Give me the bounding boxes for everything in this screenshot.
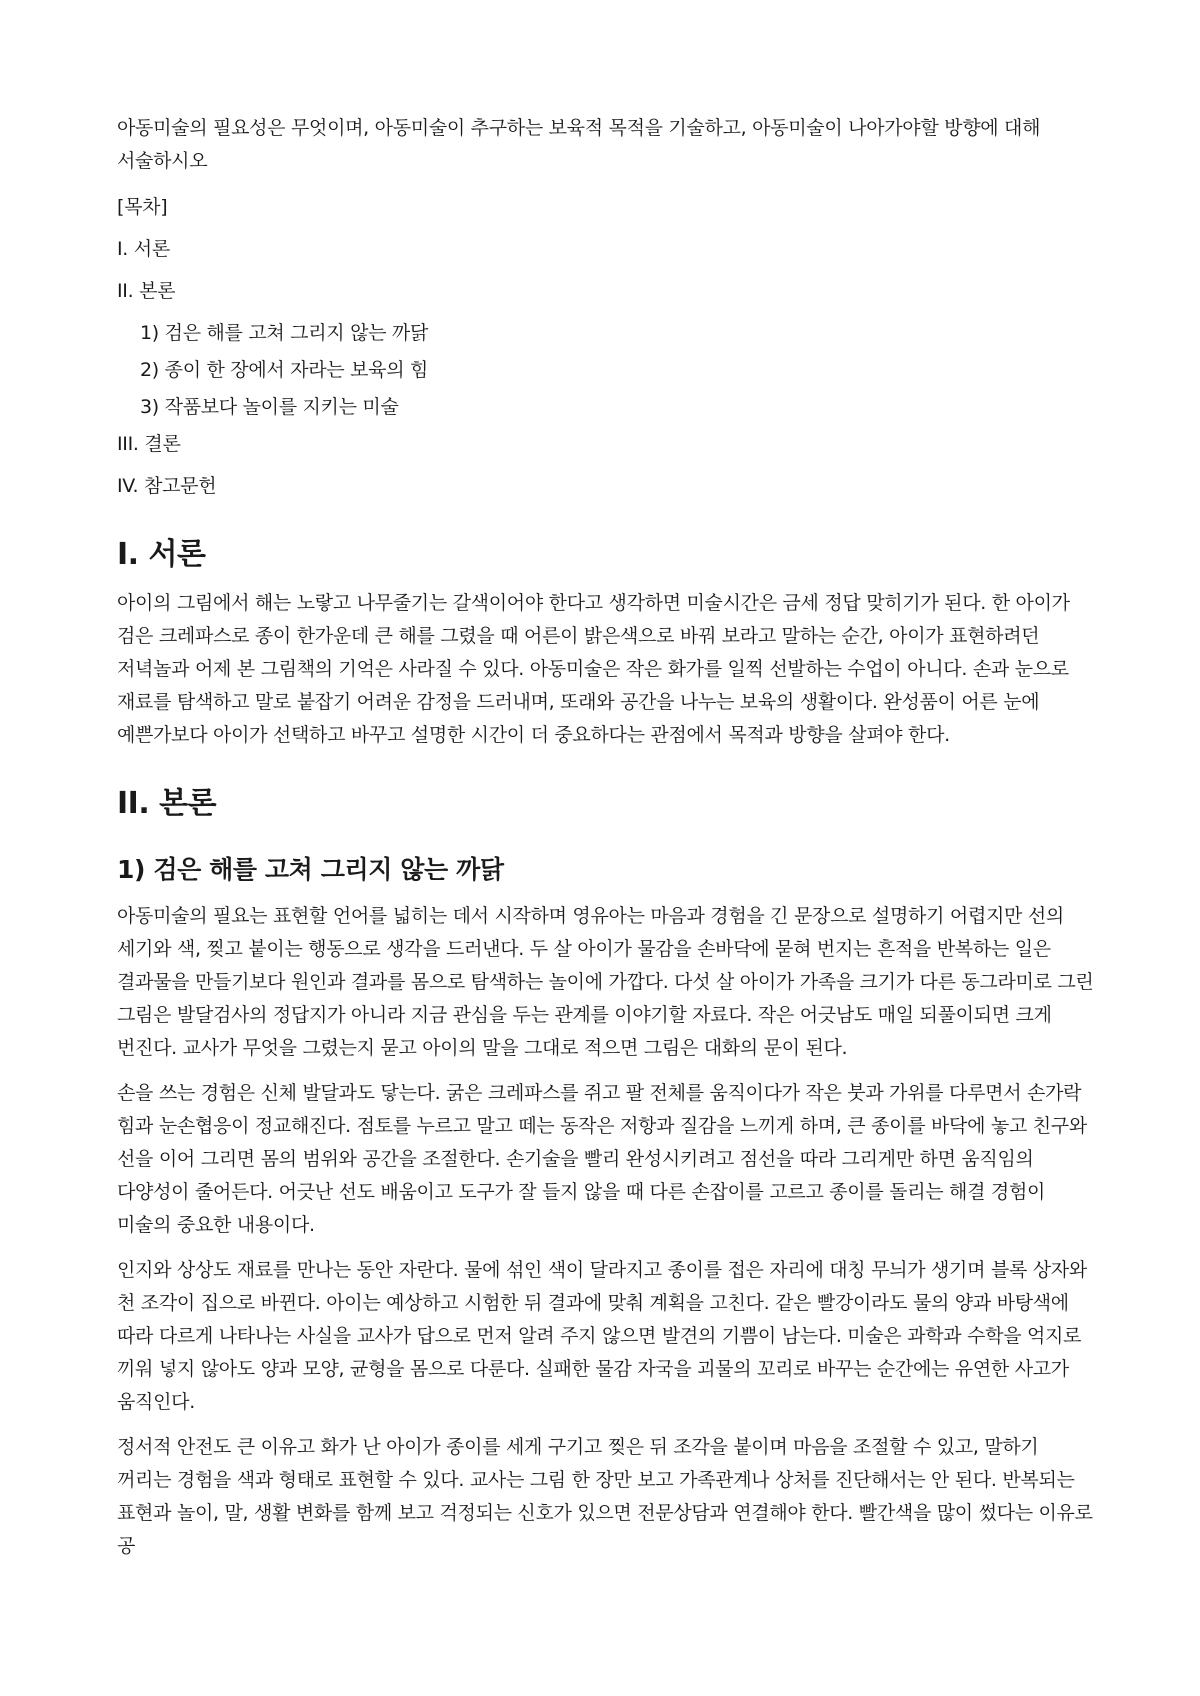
intro-heading: I. 서론 [117,537,206,572]
toc-subitem-2: 2) 종이 한 장에서 자라는 보육의 힘 [140,359,429,381]
toc-item-body: II. 본론 [117,280,176,302]
section-1-paragraph-3: 인지와 상상도 재료를 만나는 동안 자란다. 물에 섞인 색이 달라지고 종이를 접은 자리에 대칭 무늬가 생기며 블록 상자와 천 조각이 집으로 바뀐다. 아이는 예상하고 시험한 뒤 결과에 맞춰 계획을 고친다. 같은 빨강이라도 물의 양과 바탕색에 따라 다르게 나타나는 사실을 교사가 답으로 먼저 알려 주지 않으면 발견의 기쁨이 남는다. 미술은 과학과 수학을 억지로 끼워 넣지 않아도 양과 모양, 균형을 몸으로 다룬다. 실패한 물감 자국을 괴물의 꼬리로 바꾸는 순간에는 유연한 사고가 움직인다. [117,1259,1087,1413]
section-1-paragraph-1: 아동미술의 필요는 표현할 언어를 넓히는 데서 시작하며 영유아는 마음과 경험을 긴 문장으로 설명하기 어렵지만 선의 세기와 색, 찢고 붙이는 행동으로 생각을 드러낸다. 두 살 아이가 물감을 손바닥에 묻혀 번지는 흔적을 반복하는 일은 결과물을 만들기보다 원인과 결과를 몸으로 탐색하는 놀이에 가깝다. 다섯 살 아이가 가족을 크기가 다른 동그라미로 그린 그림은 발달검사의 정답지가 아니라 지금 관심을 두는 관계를 이야기할 자료다. 작은 어긋남도 매일 되풀이되면 크게 번진다. 교사가 무엇을 그렸는지 묻고 아이의 말을 그대로 적으면 그림은 대화의 문이 된다. [117,905,1094,1059]
toc-label: [목차] [117,196,168,218]
toc-subitem-1: 1) 검은 해를 고쳐 그리지 않는 까닭 [140,322,429,344]
toc-item-references: IV. 참고문헌 [117,475,217,497]
toc-subitem-3: 3) 작품보다 놀이를 지키는 미술 [140,396,399,418]
table-of-contents [117,233,1095,503]
intro-paragraph: 아이의 그림에서 해는 노랗고 나무줄기는 갈색이어야 한다고 생각하면 미술시간은 금세 정답 맞히기가 된다. 한 아이가 검은 크레파스로 종이 한가운데 큰 해를 그렸을 때 어른이 밝은색으로 바꿔 보라고 말하는 순간, 아이가 표현하려던 저녁놀과 어제 본 그림책의 기억은 사라질 수 있다. 아동미술은 작은 화가를 일찍 선발하는 수업이 아니다. 손과 눈으로 재료를 탐색하고 말로 붙잡기 어려운 감정을 드러내며, 또래와 공간을 나누는 보육의 생활이다. 완성품이 어른 눈에 예쁜가보다 아이가 선택하고 바꾸고 설명한 시간이 더 중요하다는 관점에서 목적과 방향을 살펴야 한다. [117,592,1070,746]
toc-item-intro: I. 서론 [117,238,170,260]
section-1-paragraph-2: 손을 쓰는 경험은 신체 발달과도 닿는다. 굵은 크레파스를 쥐고 팔 전체를 움직이다가 작은 붓과 가위를 다루면서 손가락 힘과 눈손협응이 정교해진다. 점토를 누르고 말고 떼는 동작은 저항과 질감을 느끼게 하며, 큰 종이를 바닥에 놓고 친구와 선을 이어 그리면 몸의 범위와 공간을 조절한다. 손기술을 빨리 완성시키려고 점선을 따라 그리게만 하면 움직임의 다양성이 줄어든다. 어긋난 선도 배움이고 도구가 잘 들지 않을 때 다른 손잡이를 고르고 종이를 돌리는 해결 경험이 미술의 중요한 내용이다. [117,1082,1087,1236]
section-1-paragraph-4: 정서적 안전도 큰 이유고 화가 난 아이가 종이를 세게 구기고 찢은 뒤 조각을 붙이며 마음을 조절할 수 있고, 말하기 꺼리는 경험을 색과 형태로 표현할 수 있다. 교사는 그림 한 장만 보고 가족관계나 상처를 진단해서는 안 된다. 반복되는 표현과 놀이, 말, 생활 변화를 함께 보고 걱정되는 신호가 있으면 전문상담과 연결해야 한다. 빨간색을 많이 썼다는 이유로 공 [117,1436,1093,1557]
toc-item-conclusion: III. 결론 [117,433,181,455]
section-1-heading: 1) 검은 해를 고쳐 그리지 않는 까닭 [117,855,504,884]
essay-question: 아동미술의 필요성은 무엇이며, 아동미술이 추구하는 보육적 목적을 기술하고, 아동미술이 나아가야할 방향에 대해 서술하시오 [117,117,1041,172]
body-heading: II. 본론 [117,786,217,821]
